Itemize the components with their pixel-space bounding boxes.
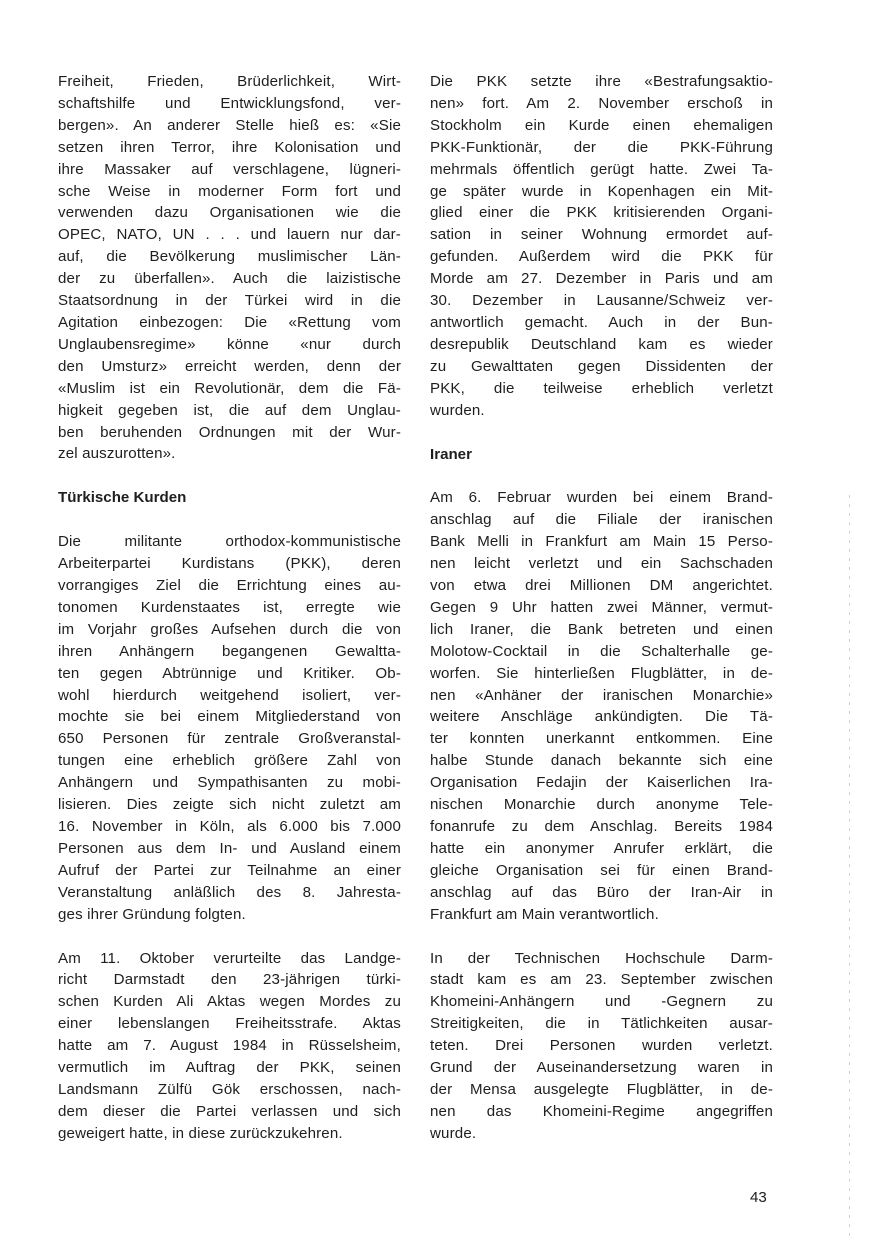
text-line: Freiheit, Frieden, Brüderlichkeit, Wirt- [58,73,401,90]
text-line: zel auszurotten». [58,445,176,463]
text-line: setzen ihren Terror, ihre Kolonisation und [58,138,401,156]
text-line: Aufruf der Partei zur Teilnahme an einer [58,861,401,879]
text-line: nen» fort. Am 2. November erschoß in [430,94,773,112]
text-line: ges ihrer Gründung folgten. [58,905,246,923]
text-line: ge später wurde in Kopenhagen ein Mit- [430,182,773,200]
text-line: Landsmann Zülfü Gök erschossen, nach- [58,1080,401,1098]
text-line: wohl hierdurch weitgehend isoliert, ver- [58,686,401,704]
paragraph-islamist-propaganda [58,71,401,465]
text-line: wurden. [430,401,485,419]
text-line: im Vorjahr großes Aufsehen durch die von [58,620,401,638]
text-line: sche Weise in moderner Form fort und [58,182,401,200]
right-column [430,71,773,1145]
text-line: nischen Monarchie durch anonyme Tele- [430,796,773,814]
text-line: «Muslim ist ein Revolutionär, dem die Fä- [58,379,401,397]
text-line: Molotow-Cocktail in die Schalterhalle ge- [430,642,773,660]
paragraph-pkk-overview [58,531,401,925]
text-line: ben beruhenden Ordnungen mit der Wur- [58,423,401,441]
text-line: ten gegen Abtrünnige und Kritiker. Ob- [58,664,401,682]
text-line: tonomen Kurdenstaates ist, erregte wie [58,598,401,616]
text-line: Veranstaltung anläßlich des 8. Jahresta- [58,883,401,901]
text-line: nen das Khomeini-Regime angegriffen [430,1102,773,1120]
text-line: schen Kurden Ali Aktas wegen Mordes zu [58,993,401,1011]
text-line: nen leicht verletzt und ein Sachschaden [430,555,773,573]
text-line: nen «Anhäner der iranischen Monarchie» [430,686,773,704]
text-line: stadt kam es am 23. September zwischen [430,971,773,989]
text-line: geweigert hatte, in diese zurückzukehren. [58,1124,343,1142]
section-heading-turkish-kurds: Türkische Kurden [58,489,187,507]
text-line: Grund der Auseinandersetzung waren in [430,1059,773,1077]
text-line: Staatsordnung in der Türkei wird in die [58,292,401,310]
text-line: PKK-Funktionär, der die PKK-Führung [430,138,773,156]
text-line: mochte sie bei einem Mitgliederstand von [58,708,401,726]
text-line: desrepublik Deutschland kam es wieder [430,335,773,353]
text-line: sation in seiner Wohnung ermordet auf- [430,226,773,244]
text-line: tungen eine erheblich größere Zahl von [58,752,401,770]
text-line: glied einer die PKK kritisierenden Organi- [430,204,773,222]
text-line: der Mensa ausgelegte Flugblätter, in de- [430,1080,773,1098]
text-line: antwortlich gemacht. Auch in der Bun- [430,313,773,331]
text-line: lich Iraner, die Bank betreten und einen [430,620,773,638]
text-line: gefunden. Außerdem wird die PKK für [430,248,773,266]
text-line: einer lebenslangen Freiheitsstrafe. Aktas [58,1015,401,1033]
text-line: lisieren. Dies zeigte sich nicht zuletzt am [58,796,401,814]
text-line: ihren Anhängern begangenen Gewaltta- [58,642,401,660]
text-line: bergen». An anderer Stelle hieß es: «Sie [58,116,401,134]
text-line: anschlag auf das Büro der Iran-Air in [430,883,773,901]
text-line: schaftshilfe und Entwicklungsfond, ver- [58,94,401,112]
text-line: 30. Dezember in Lausanne/Schweiz ver- [430,292,773,310]
text-line: vorrangiges Ziel die Errichtung eines au- [58,577,401,595]
text-line: Gegen 9 Uhr hatten zwei Männer, vermut- [430,598,773,616]
paragraph-darmstadt-clash [430,948,773,1145]
paragraph-pkk-punishment-actions [430,71,773,422]
text-line: den Umsturz» erreicht werden, denn der [58,357,401,375]
text-line: Die militante orthodox-kommunistische [58,533,401,551]
text-line: OPEC, NATO, UN . . . und lauern nur dar- [58,226,401,244]
text-line: Organisation Fedajin der Kaiserlichen Ira- [430,774,773,792]
text-line: Unglaubensregime» könne «nur durch [58,335,401,353]
text-line: teten. Drei Personen wurden verletzt. [430,1037,773,1055]
text-line: Am 6. Februar wurden bei einem Brand- [430,489,773,507]
text-line: Frankfurt am Main verantwortlich. [430,905,659,923]
text-line: Stockholm ein Kurde einen ehemaligen [430,116,773,134]
left-column [58,71,401,1145]
text-line: Anhängern und Sympathisanten zu mobi- [58,774,401,792]
text-line: In der Technischen Hochschule Darm- [430,949,773,967]
text-line: zu Gewalttaten gegen Dissidenten der [430,357,773,375]
text-line: vermutlich im Auftrag der PKK, seinen [58,1059,401,1077]
text-line: 16. November in Köln, als 6.000 bis 7.000 [58,818,401,835]
text-line: gleiche Organisation sei für einen Brand- [430,861,773,879]
text-line: Morde am 27. Dezember in Paris und am [430,270,773,288]
text-line: ihre Massaker auf verschlagene, lügneri- [58,160,401,178]
text-line: der zu überfallen». Auch die laizistische [58,270,401,288]
paragraph-aktas-verdict [58,948,401,1145]
binding-edge-line [849,495,850,1241]
text-line: fonanrufe zu dem Anschlag. Bereits 1984 [430,818,773,835]
text-line: Khomeini-Anhängern und -Gegnern zu [430,993,773,1011]
text-line: Am 11. Oktober verurteilte das Landge- [58,949,401,967]
text-line: Agitation einbezogen: Die «Rettung vom [58,313,401,331]
text-line: Arbeiterpartei Kurdistans (PKK), deren [58,555,401,573]
text-line: PKK, die teilweise erheblich verletzt [430,379,773,397]
text-line: Die PKK setzte ihre «Bestrafungsaktio- [430,73,773,90]
text-line: hatte ein anonymer Anrufer erklärt, die [430,839,773,857]
text-line: ter konnten unerkannt entkommen. Eine [430,730,773,748]
text-line: anschlag auf die Filiale der iranischen [430,511,773,529]
page-number: 43 [750,1189,767,1206]
text-line: weitere Anschläge ankündigten. Die Tä- [430,708,773,726]
section-heading-iranians: Iraner [430,445,472,463]
text-line: higkeit gegeben ist, die auf dem Unglau- [58,401,401,419]
text-line: Personen aus dem In- und Ausland einem [58,839,401,857]
text-line: Bank Melli in Frankfurt am Main 15 Perso- [430,533,773,551]
text-line: worfen. Sie hinterließen Flugblätter, in de- [430,664,773,682]
text-line: verwenden dazu Organisationen wie die [58,204,401,222]
text-line: halbe Stunde danach bekannte sich eine [430,752,773,770]
paragraph-bank-melli-attack [430,487,773,925]
text-line: mehrmals öffentlich gerügt hatte. Zwei Ta- [430,160,773,178]
text-line: auf, die Bevölkerung muslimischer Län- [58,248,401,266]
text-line: 650 Personen für zentrale Großveranstal- [58,730,401,748]
text-line: richt Darmstadt den 23-jährigen türki- [58,971,401,989]
text-line: wurde. [430,1124,477,1142]
text-line: von etwa drei Millionen DM angerichtet. [430,577,773,595]
text-line: Streitigkeiten, die in Tätlichkeiten ausar- [430,1015,773,1033]
text-line: dem dieser die Partei verlassen und sich [58,1102,401,1120]
text-line: hatte am 7. August 1984 in Rüsselsheim, [58,1037,401,1055]
